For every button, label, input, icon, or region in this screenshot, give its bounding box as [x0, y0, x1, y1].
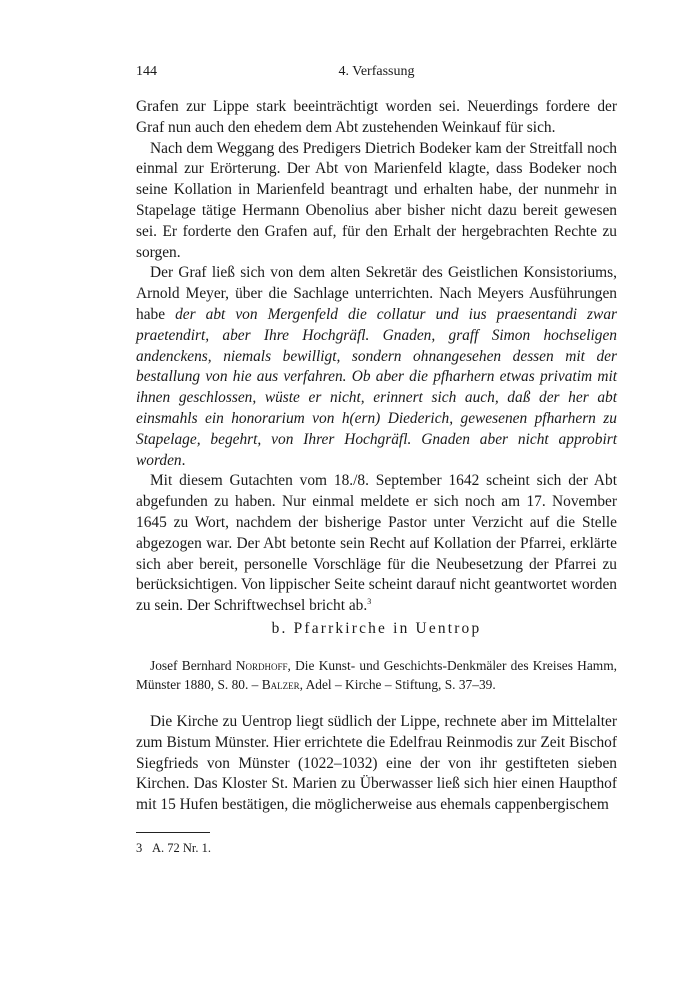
footnote	[136, 841, 211, 856]
paragraph-2: Nach dem Weggang des Predigers Dietrich Bodeker kam der Streitfall noch einmal zur Erörterung. Der Abt von Marienfeld klagte, dass Bodeker noch seine Kollation in Marienfeld beantragt und erhalten habe, der nunmehr in Stapelage tätige Hermann Obenolius aber bisher nicht dazu bereit gewesen sei. Er forderte den Grafen auf, für den Erhalt der hergebrachten Rechte zu sorgen.	[136, 139, 617, 261]
paragraph-3-intro: Der Graf ließ sich von dem alten Sekretär des Geistlichen Konsistoriums, Arnold Meyer, über die Sachlage unterrichten. Nach Meyers Ausführungen habe	[136, 264, 617, 323]
body-text	[136, 97, 617, 617]
footnote-reference[interactable]: 3	[367, 597, 372, 607]
reference-2-title: , Adel – Kirche – Stiftung, S. 37–39.	[299, 677, 496, 692]
body-text-2	[136, 712, 617, 816]
author-2-last: Balzer	[261, 677, 300, 692]
paragraph-3-end: .	[181, 451, 186, 469]
section-heading: b. Pfarrkirche in Uentrop	[271, 620, 482, 637]
running-head: 4. Verfassung	[338, 64, 415, 79]
paragraph-4-text: Mit diesem Gutachten vom 18./8. September 1642 scheint sich der Abt abgefunden zu haben. Nur einmal meldete er sich noch am 17. November 1645 zu Wort, nachdem der bisherige Pastor unter Verzicht auf die Stelle abgezogen war. Der Abt betonte sein Recht auf Kollation der Pfarrei, erklärte sich aber bereit, personelle Vorschläge für die Neubesetzung der Pfarrei zu berücksichtigen. Von lippischer Seite scheint darauf nicht geantwortet worden zu sein. Der Schriftwechsel bricht ab.	[136, 472, 617, 615]
author-1-last: Nordhoff	[235, 658, 288, 673]
paragraph-4	[136, 471, 617, 617]
footnote-divider	[136, 832, 210, 833]
paragraph-3	[136, 263, 617, 471]
footnote-number: 3	[136, 841, 143, 855]
page-header	[136, 64, 617, 84]
page-number: 144	[136, 64, 157, 79]
author-1-first: Josef Bernhard	[150, 658, 232, 673]
reference-1-title: , Die Kunst- und Geschichts-Denkmäler des Kreises Hamm, Münster 1880, S. 80. –	[136, 658, 617, 692]
footnote-text: A. 72 Nr. 1.	[152, 841, 212, 855]
literature-note	[136, 656, 617, 694]
paragraph-1: Grafen zur Lippe stark beeinträchtigt worden sei. Neuerdings fordere der Graf nun auch den ehedem dem Abt zustehenden Weinkauf für sich.	[136, 98, 617, 136]
quoted-source: der abt von Mergenfeld die collatur und ius praesentandi zwar praetendirt, aber Ihre Hochgräfl. Gnaden, graff Simon hochseligen andenckens, niemals bewilligt, sondern ohnangesehen dessen mit der bestallung von hie aus verfahren. Ob aber die pfharhern etwas privatim mit ihnen geschlossen, wüste er nicht, erinnert sich auch, daß der her abt einsmahls ein honorarium von h(ern) Diederich, gewesenen pfharhern zu Stapelage, begehrt, von Ihrer Hochgräfl. Gnaden aber nicht approbirt worden	[136, 305, 618, 469]
paragraph-5: Die Kirche zu Uentrop liegt südlich der Lippe, rechnete aber im Mittelalter zum Bistum Münster. Hier errichtete die Edelfrau Reinmodis zur Zeit Bischof Siegfrieds von Münster (1022–1032) eine der von ihr gestifteten sieben Kirchen. Das Kloster St. Marien zu Überwasser ließ sich hier einen Haupthof mit 15 Hufen bestätigen, die möglicherweise aus ehemals cappenbergischem	[136, 713, 617, 814]
